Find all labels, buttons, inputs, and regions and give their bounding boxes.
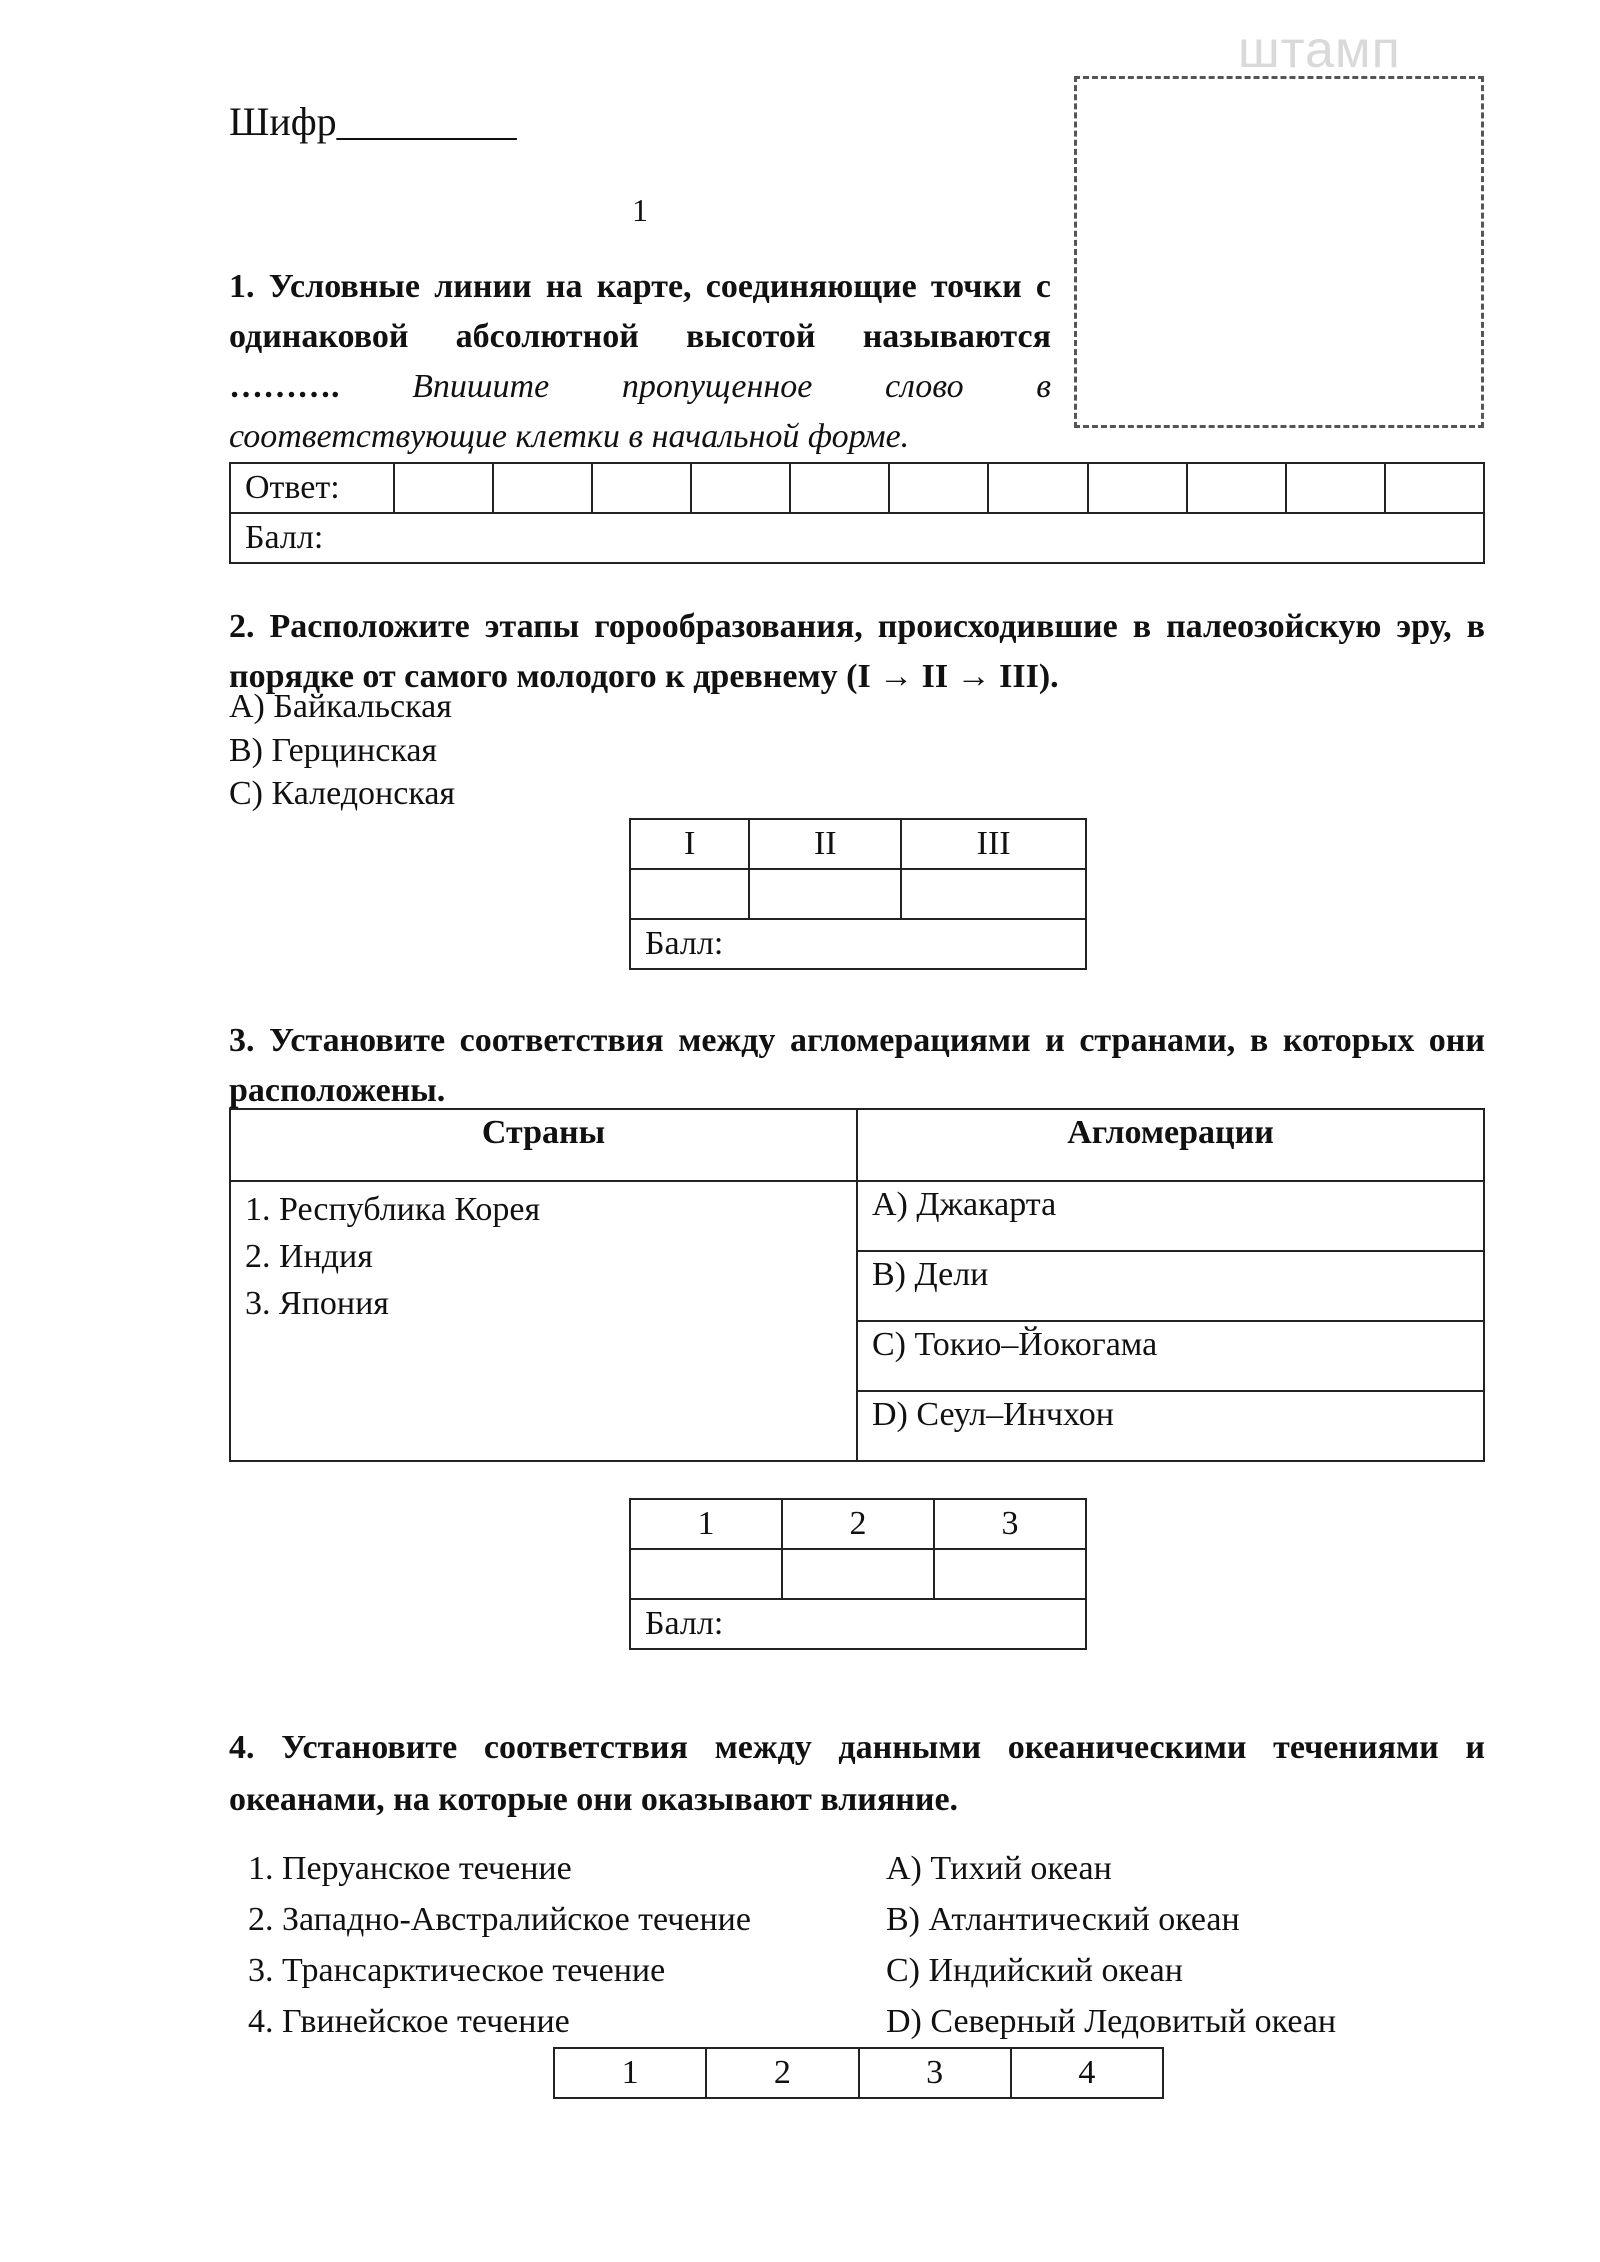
answer-cell[interactable]: [1088, 463, 1187, 513]
stamp-box: [1074, 76, 1484, 428]
countries-list: [230, 1181, 857, 1461]
cipher-label: Шифр_________: [229, 99, 517, 144]
answer-cell[interactable]: [1385, 463, 1484, 513]
list-item: B) Атлантический океан: [886, 1901, 1240, 1938]
list-item: A) Тихий океан: [886, 1850, 1112, 1887]
answer-cell[interactable]: [790, 463, 889, 513]
column-header-agglomerations: Агломерации: [857, 1109, 1484, 1181]
column-header[interactable]: 4: [1011, 2048, 1163, 2098]
list-item: 1. Республика Корея: [245, 1191, 541, 1228]
answer-label: Ответ:: [230, 463, 394, 513]
answer-cell[interactable]: [630, 1549, 782, 1599]
currents-list: [248, 1843, 751, 2047]
question-3-text: 3. Установите соответствия между агломерациями и странами, в которых они расположены.: [229, 1022, 1485, 1109]
score-label: Балл:: [630, 919, 1086, 969]
question-2-option: A) Байкальская: [229, 688, 452, 725]
list-item: D) Северный Ледовитый океан: [886, 2003, 1337, 2040]
question-3-answer-table: [629, 1498, 1087, 1650]
question-2-answer-table: [629, 818, 1087, 970]
column-header: 2: [782, 1499, 934, 1549]
list-item: C) Индийский океан: [886, 1952, 1183, 1989]
list-item: A) Джакарта: [857, 1181, 1484, 1251]
answer-cell[interactable]: [630, 869, 749, 919]
page-number: 1: [632, 192, 648, 228]
question-1-text: 1. Условные линии на карте, соединяющие точки с одинаковой абсолютной высотой называются ……….: [229, 268, 1051, 405]
column-header[interactable]: 2: [706, 2048, 858, 2098]
answer-cell[interactable]: [691, 463, 790, 513]
list-item: 3. Япония: [245, 1285, 389, 1322]
list-item: 1. Перуанское течение: [248, 1850, 572, 1887]
question-1-answer-table: [229, 462, 1485, 564]
answer-cell[interactable]: [934, 1549, 1086, 1599]
list-item: D) Сеул–Инчхон: [857, 1391, 1484, 1461]
column-header[interactable]: 3: [859, 2048, 1011, 2098]
answer-cell[interactable]: [749, 869, 901, 919]
list-item: B) Дели: [857, 1251, 1484, 1321]
column-header[interactable]: 1: [554, 2048, 706, 2098]
answer-cell[interactable]: [394, 463, 493, 513]
column-header: 1: [630, 1499, 782, 1549]
question-4-text: 4. Установите соответствия между данными океаническими течениями и океанами, на которые они оказывают влияние.: [229, 1729, 1485, 1818]
answer-cell[interactable]: [1187, 463, 1286, 513]
question-1: [229, 262, 1051, 462]
answer-cell[interactable]: [988, 463, 1087, 513]
column-header: 3: [934, 1499, 1086, 1549]
column-header: II: [749, 819, 901, 869]
question-2-option: B) Герцинская: [229, 732, 438, 769]
column-header-countries: Страны: [230, 1109, 857, 1181]
answer-cell[interactable]: [1286, 463, 1385, 513]
list-item: 3. Трансарктическое течение: [248, 1952, 666, 1989]
score-label: Балл:: [230, 513, 1484, 563]
answer-cell[interactable]: [493, 463, 592, 513]
column-header: I: [630, 819, 749, 869]
score-label: Балл:: [630, 1599, 1086, 1649]
answer-cell[interactable]: [901, 869, 1086, 919]
question-2-text: 2. Расположите этапы горообразования, происходившие в палеозойскую эру, в порядке от самого молодого к древнему (I → II → III).: [229, 608, 1485, 695]
question-3-match-table: [229, 1108, 1485, 1462]
question-4-answer-table: [553, 2047, 1164, 2099]
question-2-option: C) Каледонская: [229, 775, 456, 812]
list-item: 2. Западно-Австралийское течение: [248, 1901, 751, 1938]
answer-cell[interactable]: [889, 463, 988, 513]
column-header: III: [901, 819, 1086, 869]
stamp-label: штамп: [1238, 21, 1401, 79]
answer-cell[interactable]: [782, 1549, 934, 1599]
answer-cell[interactable]: [592, 463, 691, 513]
list-item: 4. Гвинейское течение: [248, 2003, 570, 2040]
list-item: C) Токио–Йокогама: [857, 1321, 1484, 1391]
oceans-list: [886, 1843, 1336, 2047]
question-1-instruction: Впишите пропущенное слово в соответствующие клетки в начальной форме.: [229, 368, 1051, 455]
list-item: 2. Индия: [245, 1238, 373, 1275]
